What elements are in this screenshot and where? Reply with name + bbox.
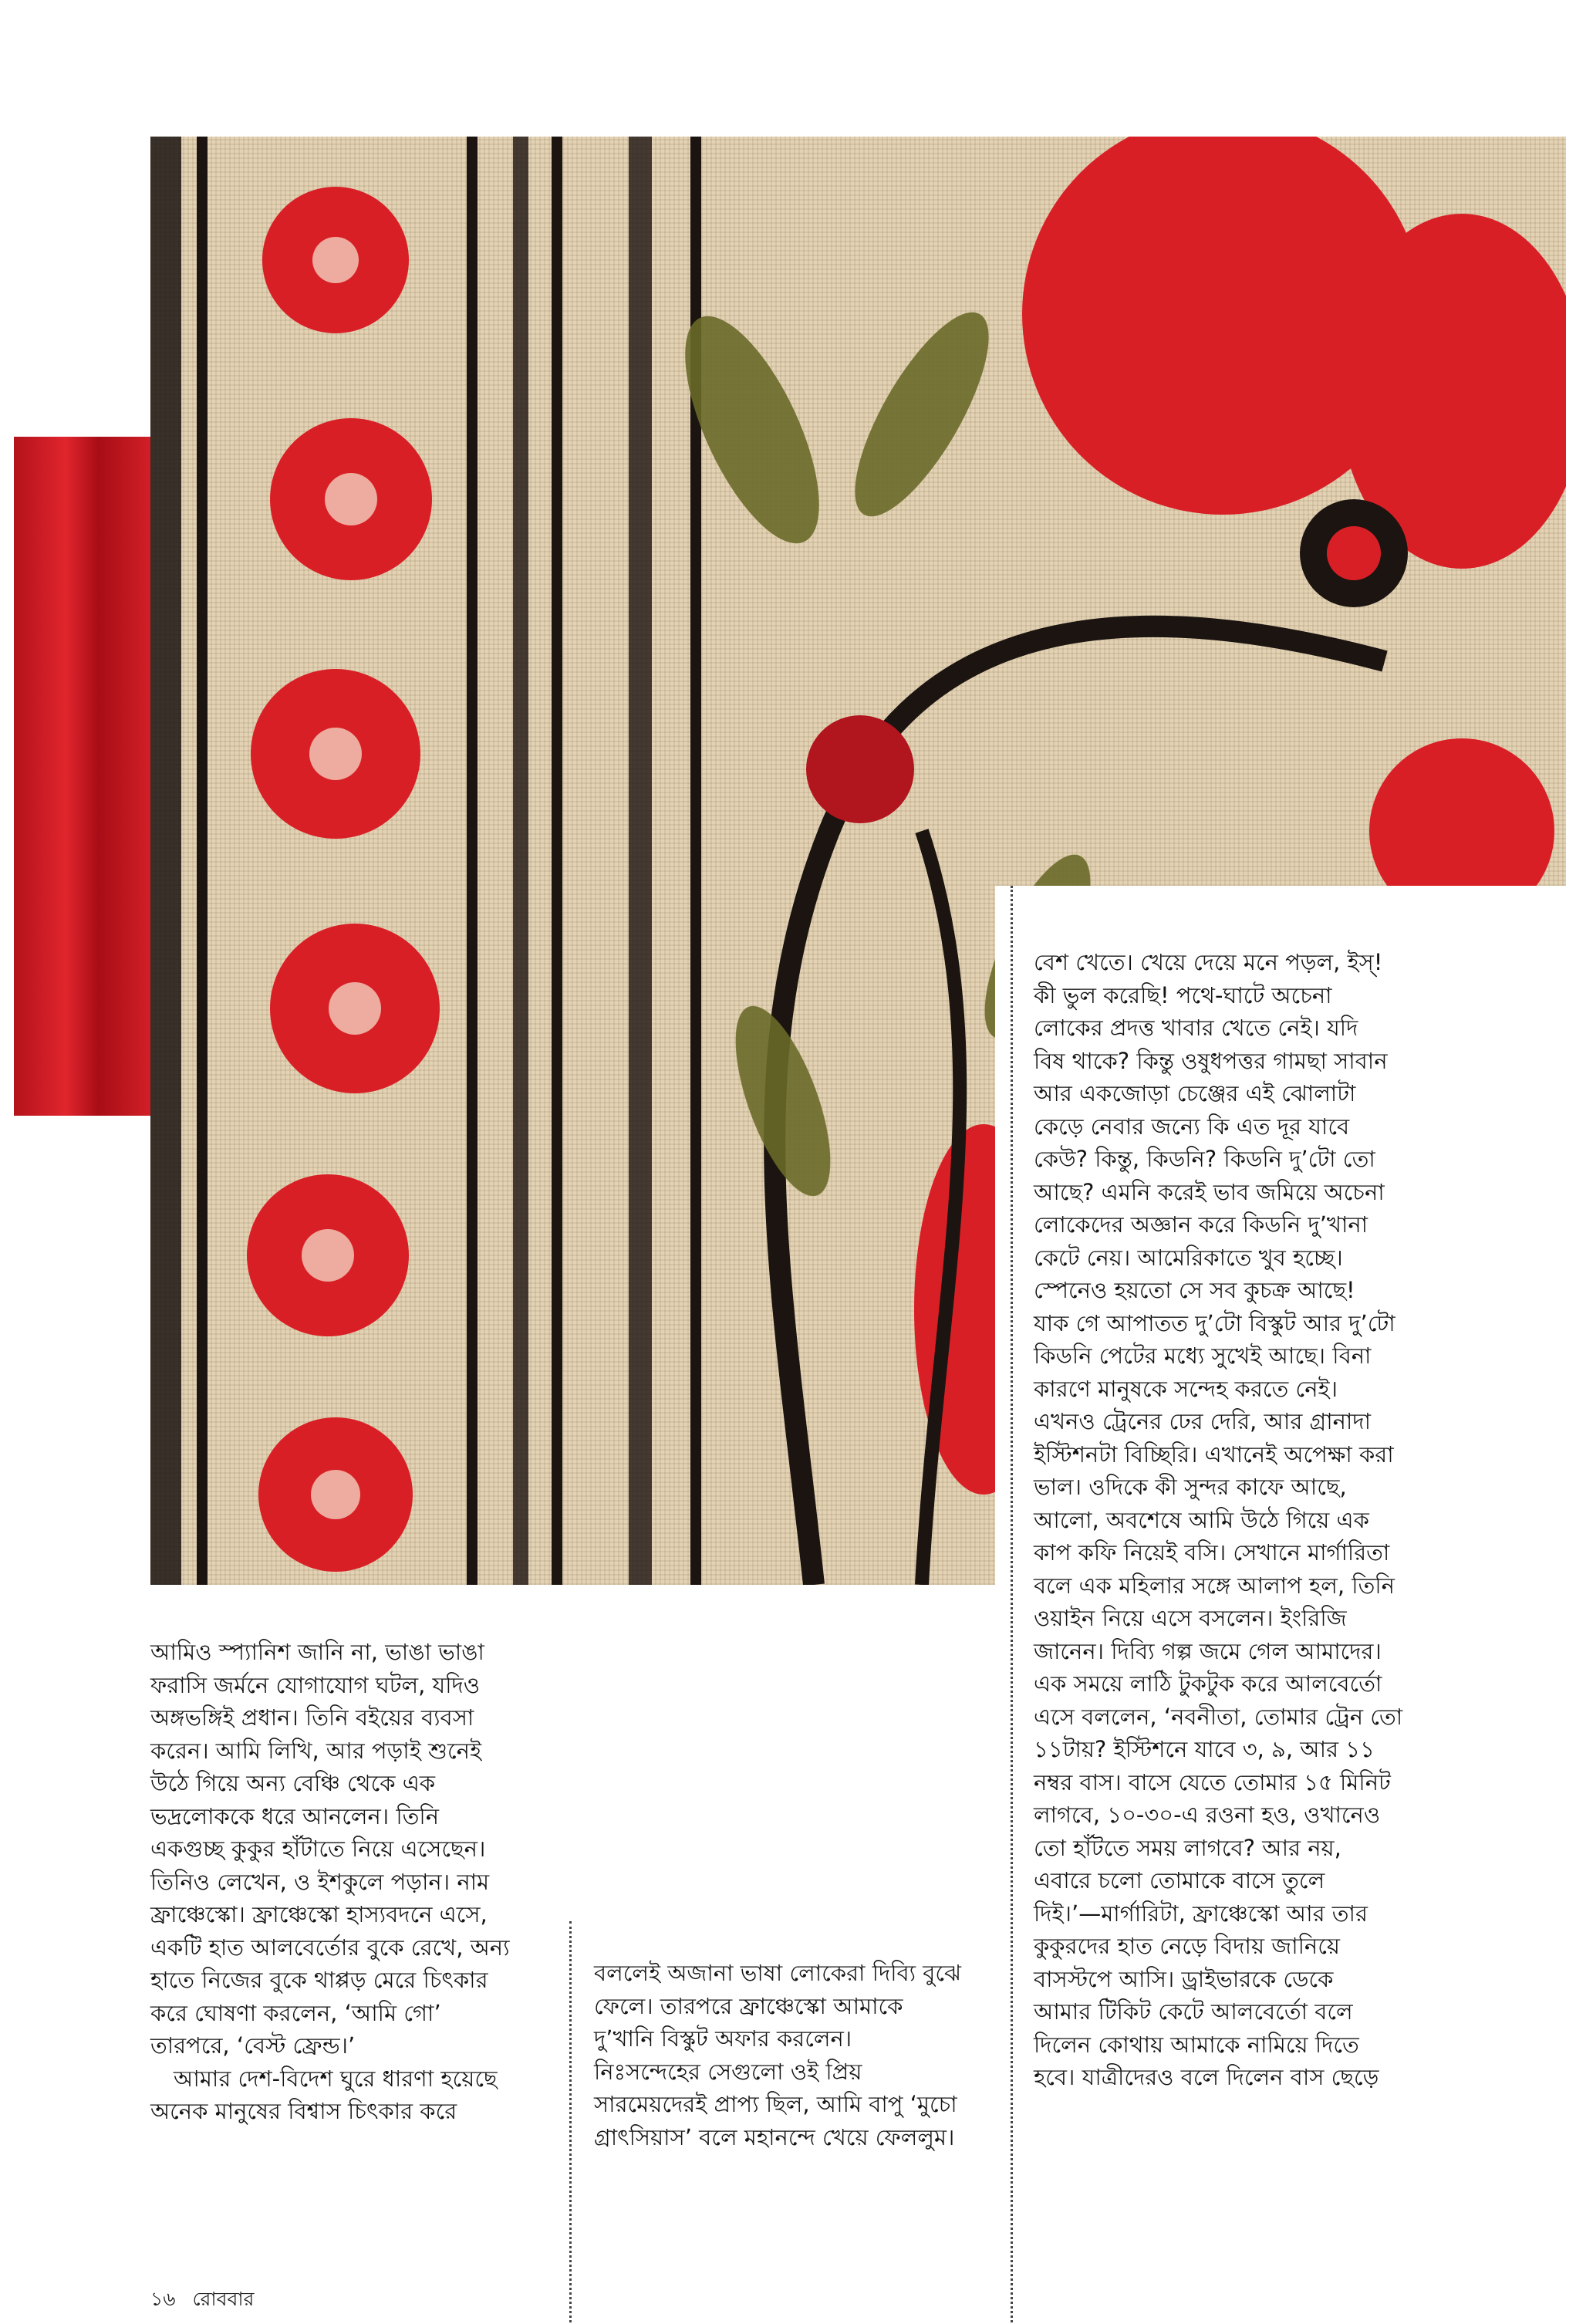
- page-folio: [150, 2284, 254, 2317]
- magazine-name: রোববার: [192, 2288, 255, 2310]
- article-column-right: [1034, 946, 1558, 2094]
- paragraph: আমিও স্প্যানিশ জানি না, ভাঙা ভাঙা ফরাসি জর্মনে যোগাযোগ ঘটল, যদিও অঙ্গভঙ্গিই প্রধান। তিনি বইয়ের ব্যবসা করেন। আমি লিখি, আর পড়াই শুনেই উঠে গিয়ে অন্য বেঞ্চি থেকে এক ভদ্রলোককে ধরে আনলেন। তিনি একগুচ্ছ কুকুর হাঁটাতে নিয়ে এসেছেন। তিনিও লেখেন, ও ইশকুলে পড়ান। নাম ফ্রাঞ্চেস্কো। ফ্রাঞ্চেস্কো হাস্যবদনে এসে, একটি হাত আলবের্তোর বুকে রেখে, অন্য হাতে নিজের বুকে থাপ্পড় মেরে চিৎকার করে ঘোষণা করলেন, ‘আমি গো’ তারপরে, ‘বেস্ট ফ্রেন্ড।’: [150, 1639, 510, 2059]
- article-column-middle: [594, 1957, 987, 2153]
- article-column-left: [150, 1636, 590, 2128]
- page-number: ১৬: [150, 2288, 176, 2310]
- paragraph: বললেই অজানা ভাষা লোকেরা দিব্যি বুঝে ফেলে। তারপরে ফ্রাঞ্চেস্কো আমাকে দু’খানি বিস্কুট অফার করলেন। নিঃসন্দেহের সেগুলো ওই প্রিয় সারমেয়দেরই প্রাপ্য ছিল, আমি বাপু ‘মুচো গ্রাৎসিয়াস’ বলে মহানন্দে খেয়ে ফেললুম।: [594, 1960, 962, 2150]
- red-textile-strip: [14, 437, 150, 1116]
- paragraph: বেশ খেতে। খেয়ে দেয়ে মনে পড়ল, ইস্! কী ভুল করেছি! পথে-ঘাটে অচেনা লোকের প্রদত্ত খাবার খেতে নেই। যদি বিষ থাকে? কিন্তু ওষুধপত্তর গামছা সাবান আর একজোড়া চেঞ্জের এই ঝোলাটা কেড়ে নেবার জন্যে কি এত দূর যাবে কেউ? কিন্তু, কিডনি? কিডনি দু’টো তো আছে? এমনি করেই ভাব জমিয়ে অচেনা লোকেদের অজ্ঞান করে কিডনি দু’খানা কেটে নেয়। আমেরিকাতে খুব হচ্ছে। স্পেনেও হয়তো সে সব কুচক্র আছে! যাক গে আপাতত দু’টো বিস্কুট আর দু’টো কিডনি পেটের মধ্যে সুখেই আছে। বিনা কারণে মানুষকে সন্দেহ করতে নেই। এখনও ট্রেনের ঢের দেরি, আর গ্রানাদা ইস্টিশনটা বিচ্ছিরি। এখানেই অপেক্ষা করা ভাল। ওদিকে কী সুন্দর কাফে আছে, আলো, অবশেষে আমি উঠে গিয়ে এক কাপ কফি নিয়েই বসি। সেখানে মার্গারিতা বলে এক মহিলার সঙ্গে আলাপ হল, তিনি ওয়াইন নিয়ে এসে বসলেন। ইংরিজি জানেন। দিব্যি গল্প জমে গেল আমাদের। এক সময়ে লাঠি টুকটুক করে আলবের্তো এসে বললেন, ‘নবনীতা, তোমার ট্রেন তো ১১টায়? ইস্টিশনে যাবে ৩, ৯, আর ১১ নম্বর বাস। বাসে যেতে তোমার ১৫ মিনিট লাগবে, ১০-৩০-এ রওনা হও, ওখানেও তো হাঁটতে সময় লাগবে? আর নয়, এবারে চলো তোমাকে বাসে তুলে দিই।’—মার্গারিটা, ফ্রাঞ্চেস্কো আর তার কুকুরদের হাত নেড়ে বিদায় জানিয়ে বাসস্টপে আসি। ড্রাইভারকে ডেকে আমার টিকিট কেটে আলবের্তো বলে দিলেন কোথায় আমাকে নামিয়ে দিতে হবে। যাত্রীদেরও বলে দিলেন বাস ছেড়ে: [1034, 949, 1403, 2090]
- paragraph: আমার দেশ-বিদেশ ঘুরে ধারণা হয়েছে অনেক মানুষের বিশ্বাস চিৎকার করে: [150, 2065, 498, 2124]
- column-rule: [1011, 886, 1013, 2322]
